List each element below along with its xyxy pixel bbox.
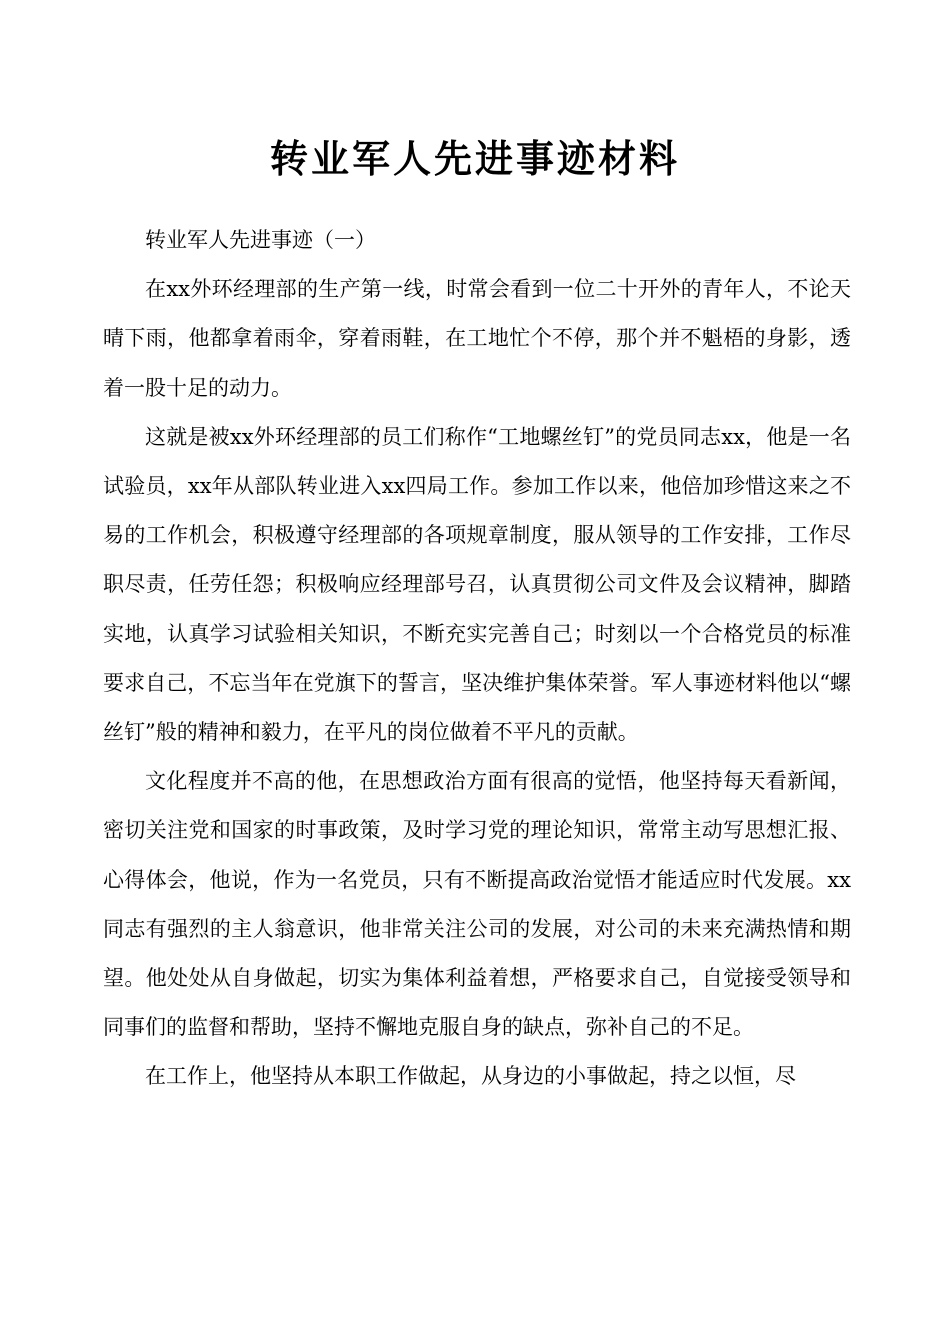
paragraph-3: 文化程度并不高的他，在思想政治方面有很高的觉悟，他坚持每天看新闻，密切关注党和国家的时事政策，及时学习党的理论知识，常常主动写思想汇报、心得体会，他说，作为一名党员，只有不断提高政治觉悟才能适应时代发展。xx同志有强烈的主人翁意识，他非常关注公司的发展，对公司的未来充满热情和期望。他处处从自身做起，切实为集体利益着想，严格要求自己，自觉接受领导和同事们的监督和帮助，坚持不懈地克服自身的缺点，弥补自己的不足。 — [103, 769, 851, 1040]
paragraph-4: 在工作上，他坚持从本职工作做起，从身边的小事做起，持之以恒，尽 — [145, 1064, 796, 1089]
document-body — [103, 216, 851, 1102]
paragraph-1: 在xx外环经理部的生产第一线，时常会看到一位二十开外的青年人，不论天晴下雨，他都拿着雨伞，穿着雨鞋，在工地忙个不停，那个并不魁梧的身影，透着一股十足的动力。 — [103, 277, 851, 400]
section-heading: 转业军人先进事迹（一） — [145, 228, 376, 252]
document-title: 转业军人先进事迹材料 — [269, 137, 680, 182]
paragraph-2: 这就是被xx外环经理部的员工们称作“工地螺丝钉”的党员同志xx，他是一名试验员，xx年从部队转业进入xx四局工作。参加工作以来，他倍加珍惜这来之不易的工作机会，积极遵守经理部的各项规章制度，服从领导的工作安排，工作尽职尽责，任劳任怨；积极响应经理部号召，认真贯彻公司文件及会议精神，脚踏实地，认真学习试验相关知识，不断充实完善自己；时刻以一个合格党员的标准要求自己，不忘当年在党旗下的誓言，坚决维护集体荣誉。军人事迹材料他以“螺丝钉”般的精神和毅力，在平凡的岗位做着不平凡的贡献。 — [103, 424, 851, 745]
